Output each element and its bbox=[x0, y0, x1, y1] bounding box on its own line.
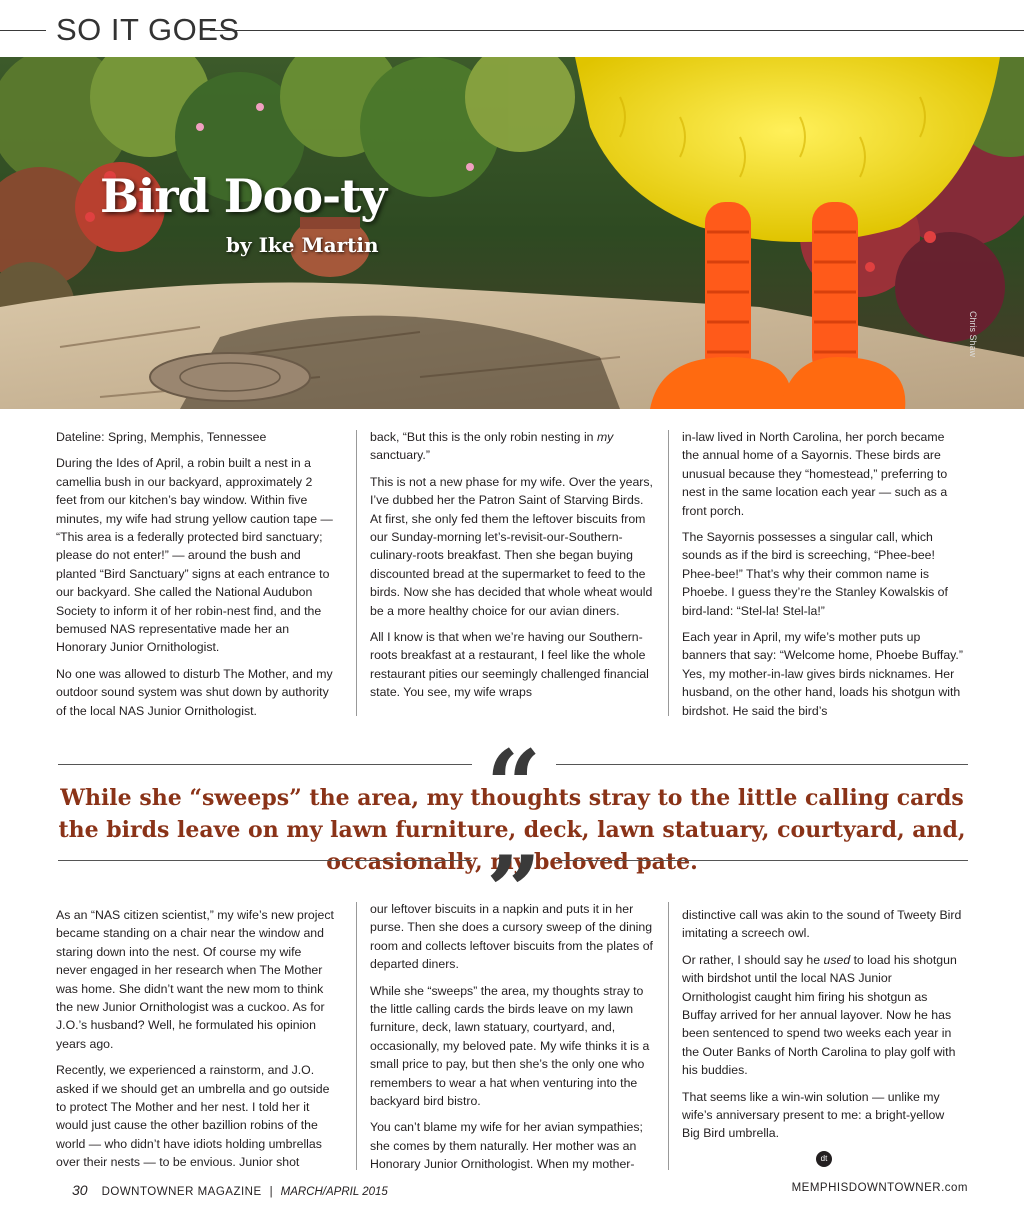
top-column-2 bbox=[370, 428, 656, 710]
text-span: sanctuary.” bbox=[370, 448, 430, 463]
header-rule-right bbox=[210, 30, 1024, 31]
header-rule-left bbox=[0, 30, 46, 31]
paragraph bbox=[370, 428, 656, 465]
paragraph: You can’t blame my wife for her avian sympathies; she comes by them naturally. Her mother was an Honorary Junior Ornithologist. When my mother- bbox=[370, 1120, 643, 1172]
bottom-column-1 bbox=[56, 906, 334, 1180]
pull-quote-text: While she “sweeps” the area, my thoughts stray to the little calling cards the birds leave on my lawn furniture, deck, lawn statuary, courtyard, and, occasionally, my beloved pate. bbox=[58, 785, 966, 875]
paragraph: During the Ides of April, a robin built a nest in a camellia bush in our backyard, approximately 2 feet from our kitchen’s bay window. Within five minutes, my wife had strung yellow caution tape — “This area is a federally protected bird sanctuary; please do not enter!” — around the bush and planted “Bird Sanctuary” signs at each entrance to our backyard. She called the National Audubon Society to inform it of her robin-nest find, and the bemused NAS representative made her an Honorary Junior Ornithologist. bbox=[56, 456, 333, 655]
emphasis: my bbox=[596, 430, 614, 444]
footer-left bbox=[72, 1182, 388, 1198]
issue-date: MARCH/APRIL 2015 bbox=[280, 1186, 388, 1198]
hero-illustration bbox=[0, 57, 1024, 409]
column-divider bbox=[668, 902, 669, 1170]
top-column-3 bbox=[682, 428, 964, 728]
quote-rule bbox=[556, 764, 968, 765]
article-title: Bird Doo-ty bbox=[100, 169, 387, 223]
text-span: back, “But this is the only robin nesting in bbox=[370, 430, 597, 444]
column-divider bbox=[668, 430, 669, 716]
section-title: SO IT GOES bbox=[56, 12, 240, 47]
photo-credit: Chris Shaw bbox=[968, 310, 978, 357]
quote-rule bbox=[58, 764, 472, 765]
page-footer bbox=[0, 1180, 1024, 1200]
paragraph bbox=[682, 951, 964, 1080]
text-span: Or rather, I should say he bbox=[682, 952, 824, 967]
bottom-column-2 bbox=[370, 900, 656, 1182]
open-quote-mark: “ bbox=[486, 729, 542, 842]
paragraph: No one was allowed to disturb The Mother, and my outdoor sound system was shut down by authority of the local NAS Junior Ornithologist. bbox=[56, 666, 333, 718]
footer-separator: | bbox=[269, 1186, 273, 1198]
column-divider bbox=[356, 902, 357, 1170]
paragraph: As an “NAS citizen scientist,” my wife’s new project became standing on a chair near the window and staring down into the nest. Of course my wife never engaged in her research when The Mother was home. She didn’t want the new mom to think the new Junior Ornithologist was a cuckoo. As for J.O.’s husband? Well, he formulated his opinion years ago. bbox=[56, 908, 334, 1051]
close-quote-mark: ” bbox=[486, 835, 542, 948]
paragraph: our leftover biscuits in a napkin and puts it in her purse. Then she does a cursory sweep of the dining room and collects leftover biscuits from the plates of departed diners. bbox=[370, 902, 653, 972]
magazine-name: DOWNTOWNER MAGAZINE bbox=[101, 1186, 262, 1198]
emphasis: used bbox=[823, 952, 851, 967]
paragraph: While she “sweeps” the area, my thoughts stray to the little calling cards the birds leave on my lawn furniture, deck, lawn statuary, courtyard, and, occasionally, my beloved pate. My wife thinks it is a small price to pay, but then she’s the only one who remembers to wear a hat when venturing into the backyard bird bistro. bbox=[370, 983, 650, 1109]
bottom-column-3 bbox=[682, 906, 964, 1151]
paragraph: All I know is that when we’re having our Southern-roots breakfast at a restaurant, I feel like the whole restaurant pities our seemingly challenged financial state. You see, my wife wraps bbox=[370, 630, 649, 700]
column-divider bbox=[356, 430, 357, 716]
paragraph: Each year in April, my wife’s mother puts up banners that say: “Welcome home, Phoebe Buffay.” Yes, my mother-in-law gives birds nicknames. Her husband, on the other hand, loads his shotgun with birdshot. He said the bird’s bbox=[682, 630, 963, 718]
top-column-1 bbox=[56, 428, 334, 728]
website-url: MEMPHISDOWNTOWNER.com bbox=[791, 1182, 968, 1194]
section-header bbox=[0, 12, 1024, 52]
paragraph: The Sayornis possesses a singular call, which sounds as if the bird is screeching, “Phee-bee! Phee-bee!” That’s why their common name is Phoebe. I guess they’re the Stanley Kowalskis of bird-land: “Stel-la! Stel-la!” bbox=[682, 530, 948, 618]
page-number: 30 bbox=[72, 1182, 88, 1198]
quote-rule bbox=[58, 860, 472, 861]
paragraph: Recently, we experienced a rainstorm, and J.O. asked if we should get an umbrella and go outside to protect The Mother and her nest. I told her it would just cause the other bazillion robins of the world — who didn’t have idiots holding umbrellas over their nests — to be envious. Junior shot bbox=[56, 1063, 330, 1170]
article-byline: by Ike Martin bbox=[226, 233, 379, 257]
quote-rule bbox=[556, 860, 968, 861]
paragraph: distinctive call was akin to the sound of Tweety Bird imitating a screech owl. bbox=[682, 908, 962, 941]
paragraph: This is not a new phase for my wife. Over the years, I’ve dubbed her the Patron Saint of Starving Birds. At first, she only fed them the leftover biscuits from our Sunday-morning let’s-revisit-our-Southern-culinary-roots breakfast. Then she began buying discounted bread at the supermarket to feed to the birds. Now she has decided that whole wheat would be a more healthy choice for our avian diners. bbox=[370, 474, 653, 618]
paragraph: in-law lived in North Carolina, her porch became the annual home of a Sayornis. These birds are unusual because they “homestead,” preferring to nest in the same location each year — such as a front porch. bbox=[682, 430, 948, 518]
text-span: to load his shotgun with birdshot until the local NAS Junior Ornithologist caught him firing his shotgun as Buffay arrived for her annual layover. Now he has been sentenced to spend two weeks each year in the Outer Banks of North Carolina to play golf with his buddies. bbox=[682, 952, 957, 1078]
hero-image bbox=[0, 57, 1024, 409]
paragraph: Dateline: Spring, Memphis, Tennessee bbox=[56, 430, 267, 444]
end-mark-icon: dt bbox=[816, 1151, 832, 1167]
paragraph: That seems like a win-win solution — unlike my wife’s anniversary present to me: a bright-yellow Big Bird umbrella. bbox=[682, 1089, 945, 1141]
